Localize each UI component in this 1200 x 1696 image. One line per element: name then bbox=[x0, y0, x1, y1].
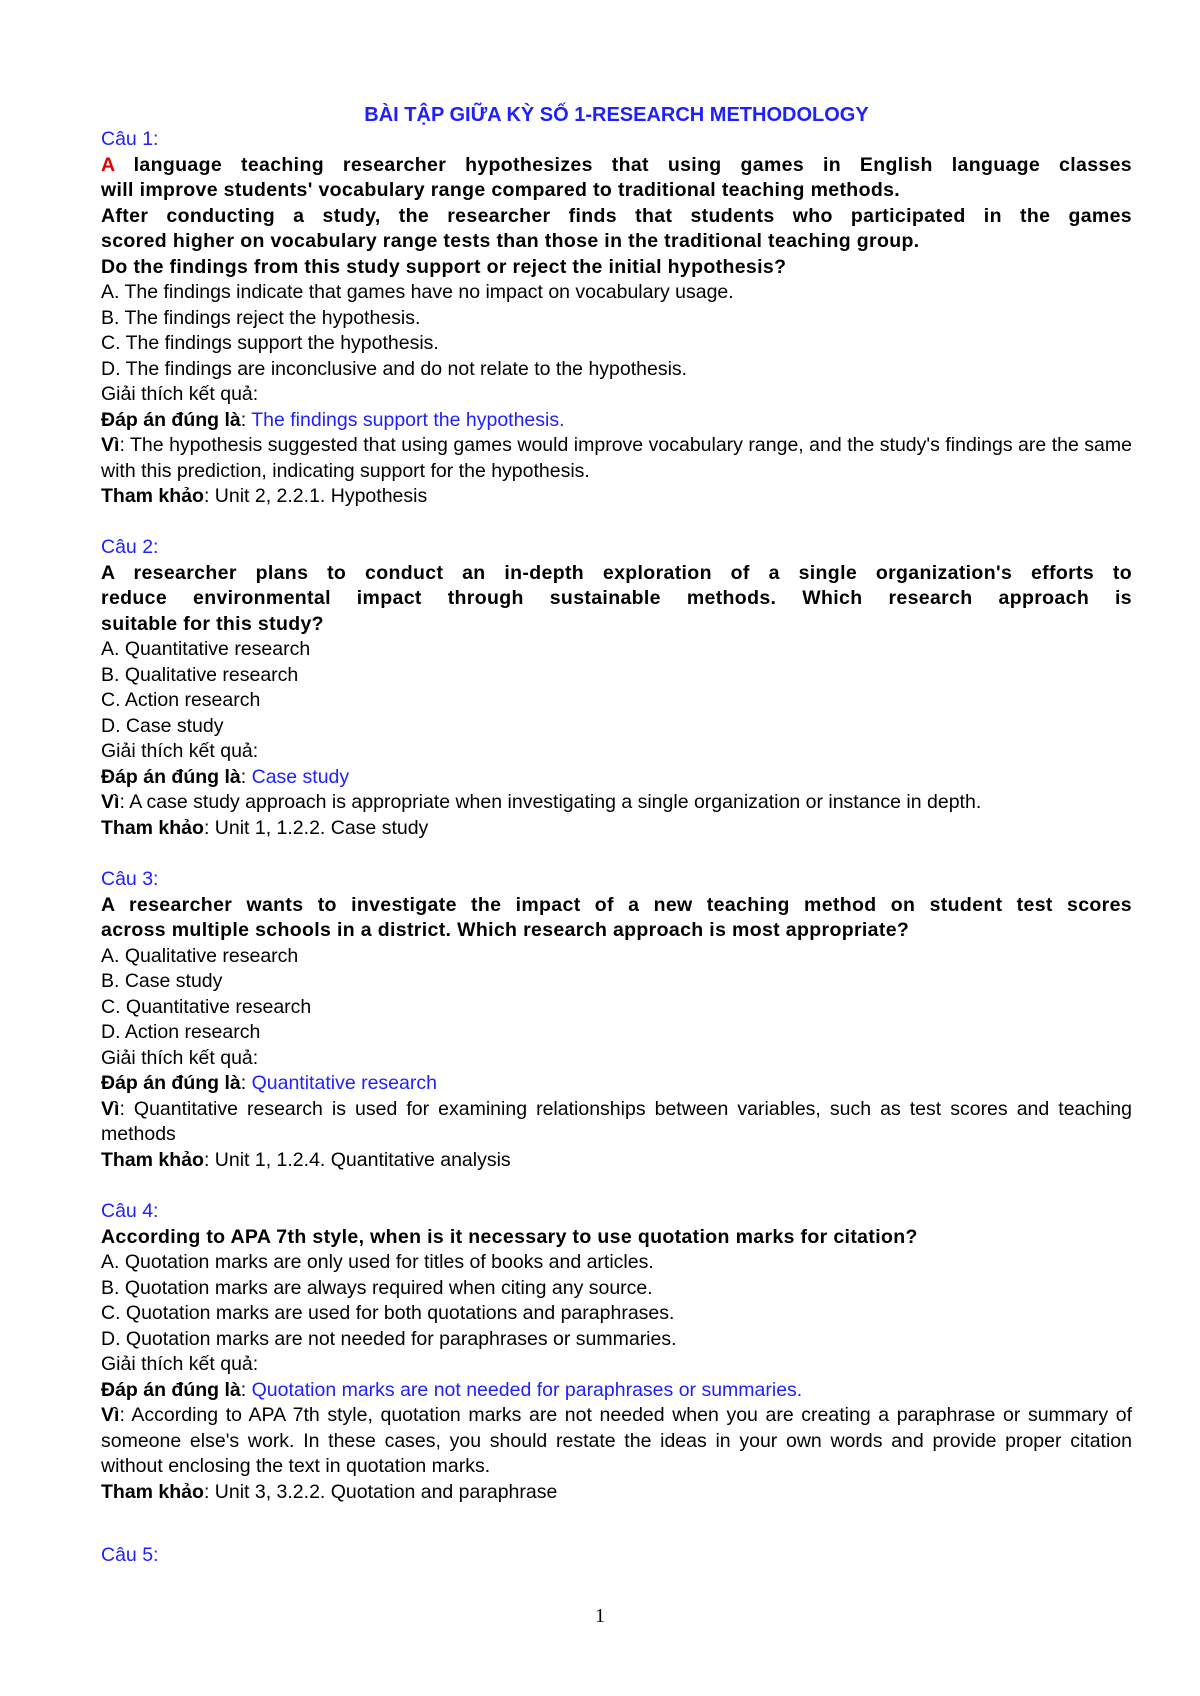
stem-line: After conducting a study, the researcher finds that students who participated in the games bbox=[101, 204, 1132, 227]
option-c: C. Quantitative research bbox=[101, 995, 312, 1018]
option-b: B. Quotation marks are always required when citing any source. bbox=[101, 1276, 653, 1299]
answer-value: The findings support the hypothesis. bbox=[251, 408, 565, 431]
question-stem bbox=[101, 561, 1132, 638]
stem-first-letter: A bbox=[101, 153, 115, 176]
option-a: A. Qualitative research bbox=[101, 944, 299, 967]
question-stem bbox=[101, 153, 1132, 281]
question-stem bbox=[101, 893, 1132, 944]
option-d: D. Case study bbox=[101, 714, 224, 737]
option-a: A. Quantitative research bbox=[101, 638, 311, 660]
option-c: C. Action research bbox=[101, 689, 261, 711]
document-title: BÀI TẬP GIỮA KỲ SỐ 1-RESEARCH METHODOLOGY bbox=[364, 104, 869, 126]
stem-line: Do the findings from this study support or reject the initial hypothesis? bbox=[101, 255, 787, 278]
stem-line: A language teaching researcher hypothesizes that using games in English language classes bbox=[101, 153, 1132, 176]
question-stem bbox=[101, 1225, 1132, 1251]
option-d: D. Quotation marks are not needed for paraphrases or summaries. bbox=[101, 1327, 677, 1350]
stem-line: suitable for this study? bbox=[101, 612, 324, 635]
stem-line: A researcher plans to conduct an in-depth exploration of a single organization's efforts to bbox=[101, 561, 1132, 584]
question-heading: Câu 2: bbox=[101, 536, 159, 558]
correct-answer: Đáp án đúng là: Quantitative research bbox=[101, 1072, 437, 1094]
stem-line: scored higher on vocabulary range tests than those in the traditional teaching group. bbox=[101, 230, 920, 252]
option-a: A. Quotation marks are only used for titles of books and articles. bbox=[101, 1251, 654, 1273]
option-d: D. Action research bbox=[101, 1021, 261, 1043]
stem-line: According to APA 7th style, when is it necessary to use quotation marks for citation? bbox=[101, 1225, 918, 1248]
option-b: B. The findings reject the hypothesis. bbox=[101, 306, 421, 329]
question-5 bbox=[101, 1543, 1132, 1569]
explain-label: Giải thích kết quả: bbox=[101, 1046, 259, 1069]
question-4 bbox=[101, 1199, 1132, 1505]
question-heading: Câu 4: bbox=[101, 1200, 159, 1222]
correct-answer: Đáp án đúng là: The findings support the hypothesis. bbox=[101, 408, 565, 431]
correct-answer: Đáp án đúng là: Quotation marks are not needed for paraphrases or summaries. bbox=[101, 1378, 803, 1401]
explain-label: Giải thích kết quả: bbox=[101, 740, 259, 762]
option-d: D. The findings are inconclusive and do not relate to the hypothesis. bbox=[101, 357, 688, 380]
question-heading: Câu 5: bbox=[101, 1544, 159, 1566]
reference: Tham khảo: Unit 1, 1.2.2. Case study bbox=[101, 816, 429, 839]
page-number: 1 bbox=[595, 1605, 605, 1627]
answer-value: Quantitative research bbox=[251, 1072, 437, 1094]
option-b: B. Case study bbox=[101, 970, 223, 992]
explain-label: Giải thích kết quả: bbox=[101, 1353, 259, 1375]
explain-label: Giải thích kết quả: bbox=[101, 383, 259, 405]
answer-value: Quotation marks are not needed for paraphrases or summaries. bbox=[251, 1378, 803, 1401]
stem-line: will improve students' vocabulary range compared to traditional teaching methods. bbox=[101, 179, 901, 201]
option-c: C. Quotation marks are used for both quotations and paraphrases. bbox=[101, 1302, 675, 1324]
option-a: A. The findings indicate that games have no impact on vocabulary usage. bbox=[101, 281, 734, 303]
answer-value: Case study bbox=[251, 765, 350, 788]
option-b: B. Qualitative research bbox=[101, 663, 299, 686]
reason: Vì: A case study approach is appropriate when investigating a single organization or instance in depth. bbox=[101, 791, 982, 813]
stem-line: A researcher wants to investigate the impact of a new teaching method on student test scores bbox=[101, 893, 1132, 916]
reference: Tham khảo: Unit 1, 1.2.4. Quantitative analysis bbox=[101, 1148, 511, 1171]
stem-line: across multiple schools in a district. Which research approach is most appropriate? bbox=[101, 919, 910, 941]
reason: Vì: The hypothesis suggested that using games would improve vocabulary range, and the study's findings are the same with this prediction, indicating support for the hypothesis. bbox=[101, 434, 1132, 482]
correct-answer: Đáp án đúng là: Case study bbox=[101, 765, 350, 788]
reason: Vì: Quantitative research is used for examining relationships between variables, such as test scores and teaching methods bbox=[101, 1097, 1132, 1145]
question-1 bbox=[101, 127, 1132, 510]
reason: Vì: According to APA 7th style, quotation marks are not needed when you are creating a paraphrase or summary of someone else's work. In these cases, you should restate the ideas in your own words and provide proper citation without enclosing the text in quotation marks. bbox=[101, 1404, 1132, 1477]
question-3 bbox=[101, 867, 1132, 1173]
question-heading: Câu 1: bbox=[101, 128, 159, 150]
reference: Tham khảo: Unit 3, 3.2.2. Quotation and paraphrase bbox=[101, 1480, 558, 1503]
question-2 bbox=[101, 535, 1132, 841]
option-c: C. The findings support the hypothesis. bbox=[101, 332, 439, 354]
question-heading: Câu 3: bbox=[101, 868, 159, 890]
reference: Tham khảo: Unit 2, 2.2.1. Hypothesis bbox=[101, 485, 428, 507]
stem-line: reduce environmental impact through sustainable methods. Which research approach is bbox=[101, 587, 1132, 609]
